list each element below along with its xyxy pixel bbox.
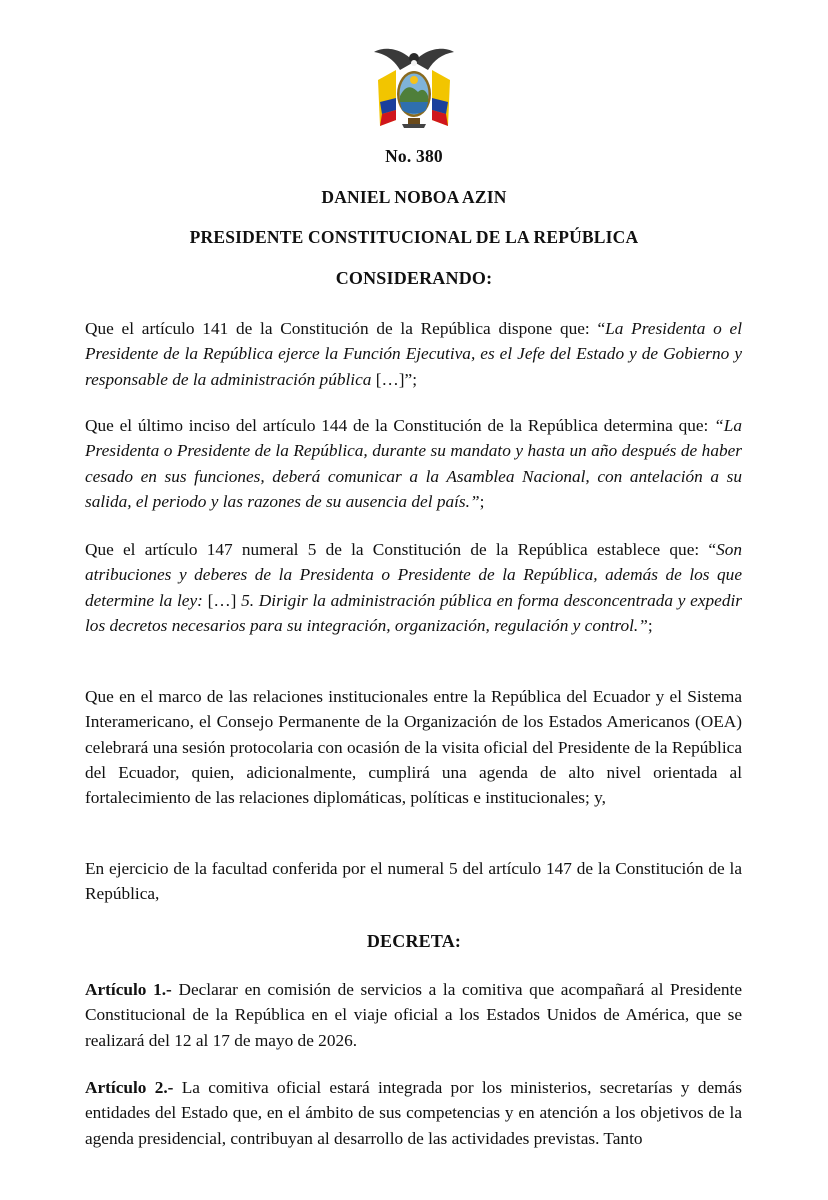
recital-4: Que en el marco de las relaciones institucionales entre la República del Ecuador y el Sistema Interamericano, el Consejo Permanente de la Organización de los Estados Americanos (OEA) celebrará una sesión protocolaria con ocasión de la visita oficial del Presidente de la República del Ecuador, quien, adicionalmente, cumplirá una agenda de alto nivel orientada al fortalecimiento de las relaciones diplomáticas, políticas e institucionales; y, xyxy=(85,687,742,808)
recital-3-text: Que el artículo 147 numeral 5 de la Constitución de la República establece que: “ xyxy=(85,540,717,559)
recital-2-end: ; xyxy=(479,491,485,511)
recital-1-quote: La Presidenta o el Presidente de la República ejerce la Función Ejecutiva, es el Jefe del Estado y de Gobierno y responsable de la administración pública xyxy=(85,319,742,389)
article-2-text: La comitiva oficial estará integrada por los ministerios, secretarías y demás entidades del Estado que, en el ámbito de sus competencias y en atención a los objetivos de la agenda presidencial, contribuyan al desarrollo de las actividades previstas. Tanto xyxy=(85,1078,743,1148)
enacting-clause: En ejercicio de la facultad conferida por el numeral 5 del artículo 147 de la Constitución de la República, xyxy=(85,859,742,904)
recital-3-end: ; xyxy=(647,615,653,635)
recital-3-quote-a: Son atribuciones y deberes de la Presidenta o Presidente de la República, además de los que determine la ley: xyxy=(85,540,742,610)
decree-number: No. 380 xyxy=(385,146,443,166)
president-title: PRESIDENTE CONSTITUCIONAL DE LA REPÚBLICA xyxy=(189,227,639,247)
article-1 xyxy=(85,977,742,1053)
recital-3-quote-b: 5. Dirigir la administración pública en forma desconcentrada y expedir los decretos necesarios para su integración, organización, regulación y control.” xyxy=(85,590,742,635)
recital-2-text: Que el último inciso del artículo 144 de la Constitución de la República determina que: xyxy=(85,416,715,435)
recital-1-text: Que el artículo 141 de la Constitución de la República dispone que: “ xyxy=(85,319,606,338)
recital-1-end: […]”; xyxy=(371,369,417,389)
article-1-label: Artículo 1.- xyxy=(85,980,172,999)
article-2-label: Artículo 2.- xyxy=(85,1078,174,1097)
president-name: DANIEL NOBOA AZIN xyxy=(321,187,507,207)
recital-3-ellipsis: […] xyxy=(202,590,242,610)
ecuador-coat-of-arms-icon xyxy=(368,40,460,132)
article-2 xyxy=(85,1075,742,1151)
recital-2 xyxy=(85,413,742,514)
considerando-heading: CONSIDERANDO: xyxy=(335,268,493,288)
article-1-text: Declarar en comisión de servicios a la comitiva que acompañará al Presidente Constitucional de la República en el viaje oficial a los Estados Unidos de América, que se realizará del 12 al 17 de mayo de 2026. xyxy=(85,980,743,1050)
recital-2-quote: “La Presidenta o Presidente de la República, durante su mandato y hasta un año después de haber cesado en sus funciones, deberá comunicar a la Asamblea Nacional, con antelación a su salida, el periodo y las razones de su ausencia del país.” xyxy=(85,416,742,511)
recital-1 xyxy=(85,316,742,392)
decreta-heading: DECRETA: xyxy=(366,931,462,951)
recital-3 xyxy=(85,537,742,638)
